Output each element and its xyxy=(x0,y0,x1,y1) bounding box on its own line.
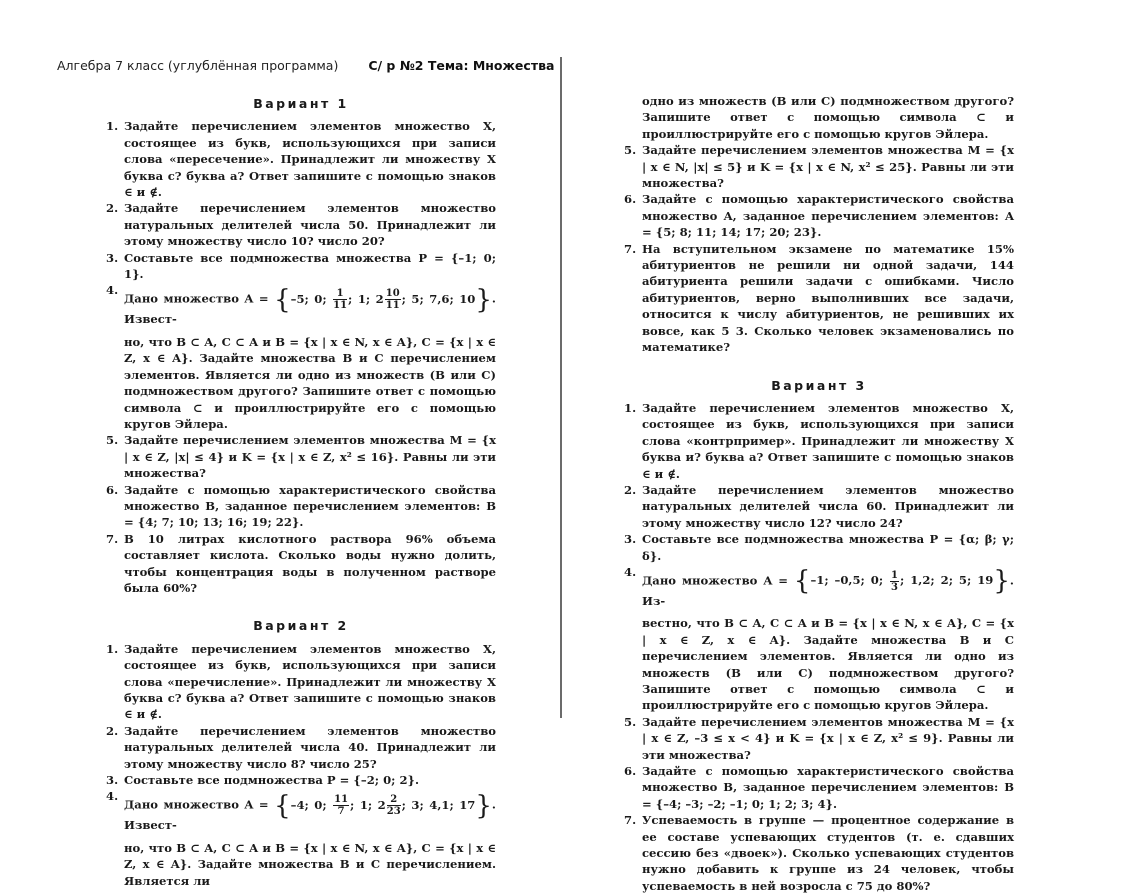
right-brace: } xyxy=(993,566,1010,597)
left-brace: { xyxy=(274,790,291,821)
variant-2-task-1 xyxy=(106,641,496,723)
task-number: 4. xyxy=(106,283,119,298)
course-label: Алгебра 7 класс (углублённая программа) xyxy=(57,58,339,73)
set-after: . Извест- xyxy=(124,291,496,327)
set-elements: {–4; 0; $\frac{11}{7}$ ; 1; 2 $\frac{2}{23}$ ; 3; 4,1; 17} xyxy=(274,790,492,821)
variant-3-task-3 xyxy=(624,531,1014,564)
set-element: 19 xyxy=(977,573,994,588)
set-intro: Дано множество A = xyxy=(124,797,269,812)
set-element: 7,6 xyxy=(429,291,450,306)
variant-2-task-4-continued: одно из множеств (B или C) подмножеством другого? Запишите ответ с помощью символа ⊂ и проиллюстрируйте его с помощью кругов Эйлера. xyxy=(642,94,1014,141)
set-element: –4 xyxy=(290,797,305,812)
task-text: Успеваемость в группе — процентное содержание в ее составе успевающих студентов (т. е. сдавших сессию без «двоек»). Сколько успевающих студентов нужно добавить к группе из 24 человек, чтобы успеваемость в ней возросла с 75 до 80%? xyxy=(642,813,1014,893)
task-text: Задайте перечислением элементов множество X, состоящее из букв, использующихся при записи слова «перечисление». Принадлежит ли множеству X буква с? буква а? Ответ запишите с помощью знаков ∈ и ∉. xyxy=(124,641,496,722)
task-number: 6. xyxy=(106,482,119,497)
task-number: 3. xyxy=(106,773,119,788)
set-element xyxy=(889,569,900,593)
variant-1-task-5 xyxy=(106,432,496,481)
task-number: 4. xyxy=(106,789,119,804)
variant-1-task-1 xyxy=(106,118,496,200)
variant-2-task-4 xyxy=(106,788,496,889)
right-brace: } xyxy=(475,284,492,315)
variant-1-task-2 xyxy=(106,200,496,249)
variant-2-task-2 xyxy=(106,723,496,772)
task-text: но, что B ⊂ A, C ⊂ A и B = {x | x ∈ N, x ∈ A}, C = {x | x ∈ Z, x ∈ A}. Задайте множества B и C перечислением. Является ли xyxy=(124,840,496,888)
page-header xyxy=(57,58,554,73)
left-column xyxy=(106,96,496,889)
task-text: Задайте перечислением элементов множества M = {x | x ∈ Z, |x| ≤ 4} и K = {x | x ∈ Z, x² ≤ 16}. Равны ли эти множества? xyxy=(124,433,496,481)
set-element: 10 xyxy=(459,291,476,306)
variant-2-title: Вариант 2 xyxy=(253,618,349,634)
set-element: 3 xyxy=(411,797,420,812)
task-number: 2. xyxy=(624,482,637,497)
variant-1-task-3 xyxy=(106,250,496,283)
task-number: 7. xyxy=(106,531,119,546)
set-element xyxy=(332,288,348,312)
variant-2-task-5 xyxy=(624,142,1014,191)
variant-3-task-2 xyxy=(624,482,1014,531)
variant-3-task-1 xyxy=(624,400,1014,482)
variant-1-task-6 xyxy=(106,482,496,531)
set-intro: Дано множество A = xyxy=(124,291,269,306)
right-brace: } xyxy=(475,790,492,821)
task-text: Задайте с помощью характеристического свойства множество A, заданное перечислением элементов: A = {5; 8; 11; 14; 17; 20; 23}. xyxy=(642,192,1014,240)
set-element: 4,1 xyxy=(429,797,450,812)
task-text: но, что B ⊂ A, C ⊂ A и B = {x | x ∈ N, x ∈ A}, C = {x | x ∈ Z, x ∈ A}. Задайте множества B и C перечислением элементов. Является ли одно из множеств (B или C) подмножеством другого? Запишите ответ с помощью символа ⊂ и проиллюстрируйте его с помощью кругов Эйлера. xyxy=(124,334,496,431)
task-number: 1. xyxy=(624,400,637,415)
right-column xyxy=(624,93,1014,894)
task-text: Задайте с помощью характеристического свойства множество B, заданное перечислением элементов: B = {–4; –3; –2; –1; 0; 1; 2; 3; 4}. xyxy=(642,764,1014,811)
task-number: 7. xyxy=(624,813,637,828)
task-text: Задайте перечислением элементов множества M = {x | x ∈ N, |x| ≤ 5} и K = {x | x ∈ N, x² ≤ 25}. Равны ли эти множества? xyxy=(642,143,1014,191)
variant-2-task-3 xyxy=(106,772,496,788)
variant-2-task-7 xyxy=(624,241,1014,356)
task-text: вестно, что B ⊂ A, C ⊂ A и B = {x | x ∈ N, x ∈ A}, C = {x | x ∈ Z, x ∈ A}. Задайте множества B и C перечислением элементов. Является ли одно из множеств (B или C) подмножеством другого? Запишите ответ с помощью символа ⊂ и проиллюстрируйте его с помощью кругов Эйлера. xyxy=(642,616,1014,713)
set-element: 1 xyxy=(359,797,368,812)
set-after: . Из- xyxy=(642,573,1014,608)
set-after: . Извест- xyxy=(124,797,496,833)
variant-2-task-6 xyxy=(624,191,1014,240)
set-definition xyxy=(642,564,1014,615)
task-number: 5. xyxy=(106,433,119,448)
variant-3-task-7 xyxy=(624,812,1014,894)
set-element: 1,2 xyxy=(910,573,931,588)
set-element xyxy=(332,794,350,818)
task-number: 2. xyxy=(106,201,119,216)
variant-1-task-7 xyxy=(106,531,496,597)
task-text: Составьте все подмножества множества P = {α; β; γ; δ}. xyxy=(642,532,1014,563)
task-text: Задайте перечислением элементов множество X, состоящее из букв, использующихся при записи слова «пересечение». Принадлежит ли множеству X буква с? буква а? Ответ запишите с помощью знаков ∈ и ∉. xyxy=(124,119,496,200)
task-text: Задайте перечислением элементов множества M = {x | x ∈ Z, –3 ≤ x < 4} и K = {x | x ∈ Z, x² ≤ 9}. Равны ли эти множества? xyxy=(642,714,1014,762)
set-element: –1 xyxy=(810,573,825,588)
set-element: 5 xyxy=(958,573,967,588)
set-element: –0,5 xyxy=(834,573,861,588)
task-number: 3. xyxy=(106,250,119,265)
fraction: $\frac{11}{7}$ xyxy=(334,794,349,818)
variant-3-task-4 xyxy=(624,564,1014,714)
fraction: $\frac{1}{11}$ xyxy=(333,288,348,312)
task-number: 6. xyxy=(624,192,637,207)
task-text: Задайте перечислением элементов множество натуральных делителей числа 40. Принадлежит ли этому множеству число 8? число 25? xyxy=(124,723,496,771)
set-element: –5 xyxy=(290,291,305,306)
task-number: 1. xyxy=(106,119,119,134)
set-definition xyxy=(124,282,496,333)
set-intro: Дано множество A = xyxy=(642,573,788,588)
variant-3-task-6 xyxy=(624,763,1014,812)
task-text: Задайте перечислением элементов множество X, состоящее из букв, использующихся при записи слова «контрпример». Принадлежит ли множеству X буква и? буква а? Ответ запишите с помощью знаков ∈ и ∉. xyxy=(642,400,1014,481)
fraction: $\frac{1}{3}$ xyxy=(891,569,898,593)
task-number: 4. xyxy=(624,564,637,579)
task-number: 3. xyxy=(624,532,637,547)
set-element: 1 xyxy=(357,291,366,306)
set-elements: {–1; –0,5; 0; $\frac{1}{3}$ ; 1,2; 2; 5; 19} xyxy=(793,566,1010,597)
set-element: 0 xyxy=(870,573,879,588)
variant-3-title: Вариант 3 xyxy=(771,377,867,393)
set-element: 17 xyxy=(459,797,476,812)
task-number: 1. xyxy=(106,641,119,656)
task-number: 6. xyxy=(624,764,637,779)
variant-1-title: Вариант 1 xyxy=(253,96,349,111)
task-number: 5. xyxy=(624,714,637,729)
task-text: На вступительном экзамене по математике 15% абитуриентов не решили ни одной задачи, 144 абитуриента решили задачи с ошибками. Число абитуриентов, верно выполнивших все задачи, относится к числу абитуриентов, не решивших их вовсе, как 5 3. Сколько человек экзаменовались по математике? xyxy=(642,241,1014,355)
task-text: Задайте перечислением элементов множество натуральных делителей числа 60. Принадлежит ли этому множеству число 12? число 24? xyxy=(642,482,1014,530)
left-brace: { xyxy=(274,284,291,315)
set-element: 0 xyxy=(314,797,323,812)
left-brace: { xyxy=(793,566,811,597)
set-element: 2 xyxy=(940,573,949,588)
variant-3-task-5 xyxy=(624,714,1014,763)
set-element: 5 xyxy=(411,291,420,306)
set-definition xyxy=(124,788,496,839)
task-number: 7. xyxy=(624,241,637,256)
fraction: $\frac{2}{23}$ xyxy=(386,794,401,818)
column-divider xyxy=(560,57,562,718)
set-elements: {–5; 0; $\frac{1}{11}$ ; 1; 2 $\frac{10}{11}$ ; 5; 7,6; 10} xyxy=(274,284,492,315)
task-text: Составьте все подмножества множества P = {–1; 0; 1}. xyxy=(124,250,496,282)
task-text: В 10 литрах кислотного раствора 96% объема составляет кислота. Сколько воды нужно долить, чтобы концентрация воды в полученном растворе была 60%? xyxy=(124,531,496,595)
set-element: 0 xyxy=(314,291,323,306)
fraction: $\frac{10}{11}$ xyxy=(385,288,400,312)
task-number: 5. xyxy=(624,143,637,158)
task-text: Задайте перечислением элементов множество натуральных делителей числа 50. Принадлежит ли этому множеству число 10? число 20? xyxy=(124,201,496,249)
task-number: 2. xyxy=(106,723,119,738)
task-text: Составьте все подмножества P = {–2; 0; 2}. xyxy=(124,773,420,788)
topic-label: С/ р №2 Тема: Множества xyxy=(368,58,555,73)
variant-1-task-4 xyxy=(106,282,496,432)
set-element: 2 $\frac{2}{23}$ xyxy=(377,794,401,818)
set-element: 2 $\frac{10}{11}$ xyxy=(375,288,400,312)
task-text: Задайте с помощью характеристического свойства множество B, заданное перечислением элементов: B = {4; 7; 10; 13; 16; 19; 22}. xyxy=(124,482,496,530)
